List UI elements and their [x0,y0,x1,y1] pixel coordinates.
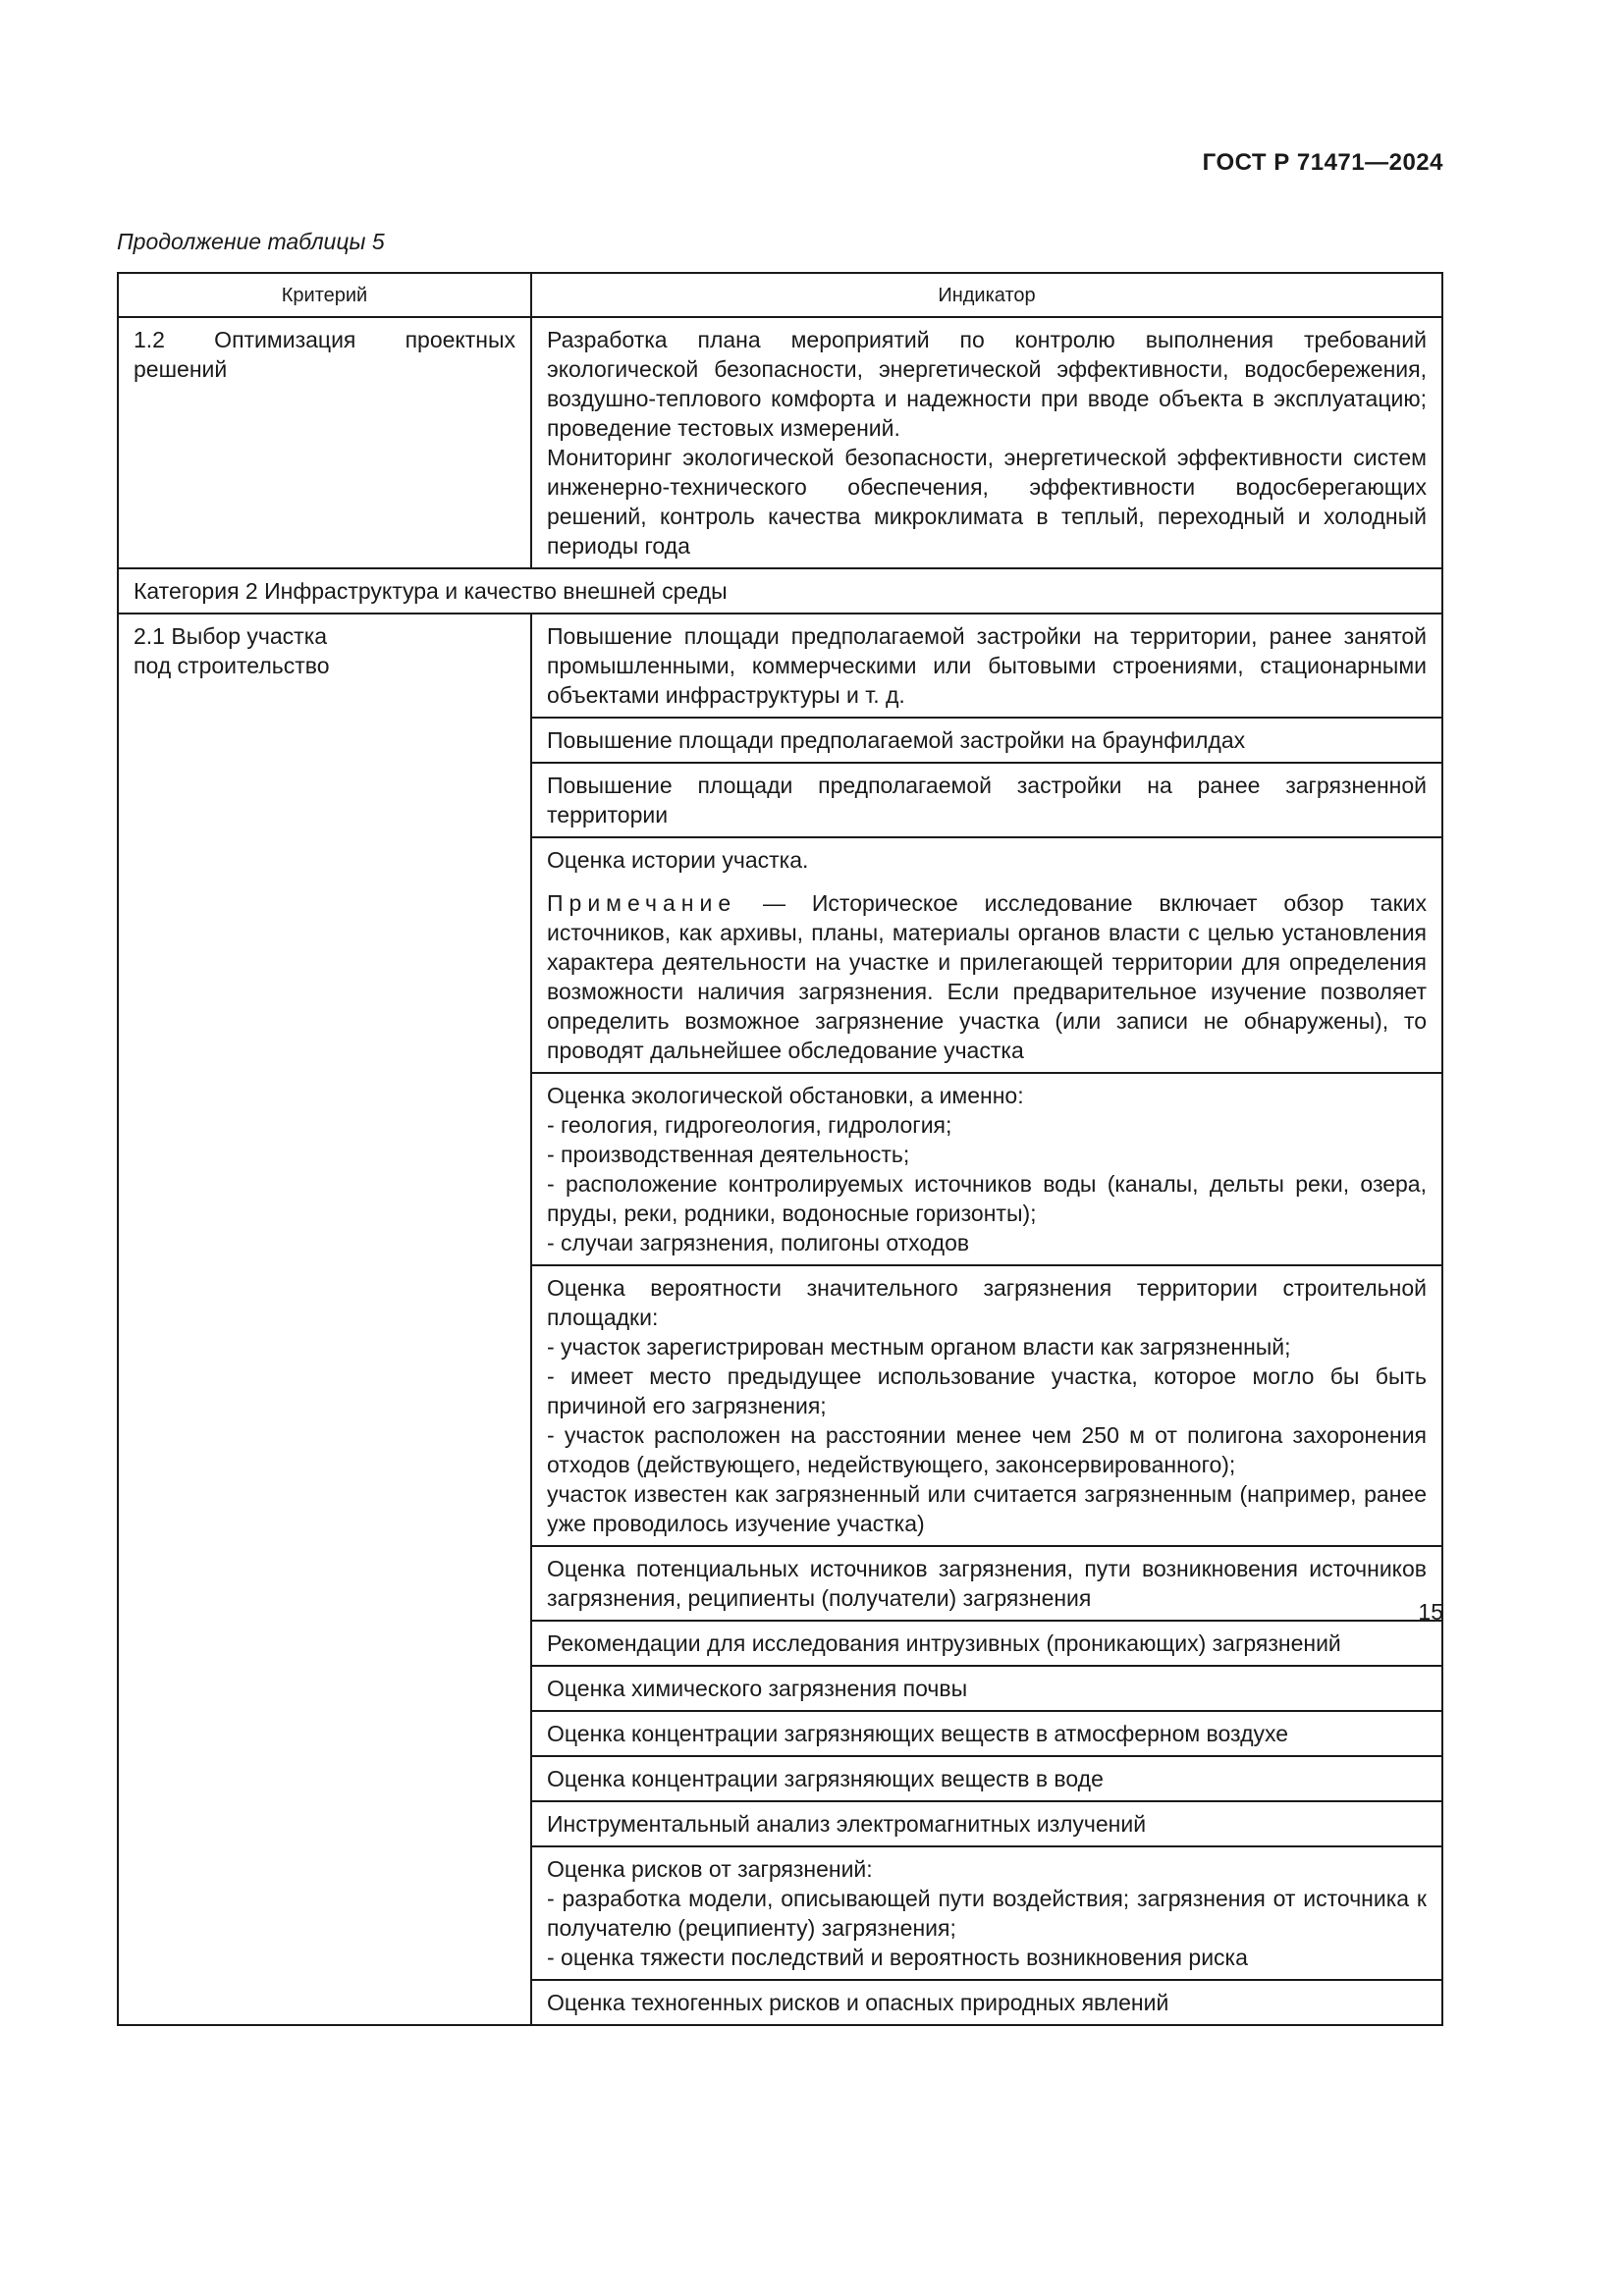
note-text [547,888,1427,1065]
list-item: - участок расположен на расстоянии менее чем 250 м от полигона захоронения отходов (действующего, недействующего, законсервированного); [547,1422,1427,1477]
list-item: - расположение контролируемых источников воды (каналы, дельты реки, озера, пруды, реки, родники, водоносные горизонты); [547,1171,1427,1226]
indicator-text: Разработка плана мероприятий по контролю выполнения требований экологической безопасности, энергетической эффективности, водосбережения, воздушно-теплового комфорта и надежности при вводе объекта в эксплуатацию; проведение тестовых измерений. [547,327,1427,441]
table-caption: Продолжение таблицы 5 [117,229,385,254]
indicator-cell: Оценка потенциальных источников загрязнения, пути возникновения источников загрязнения, реципиенты (получатели) загрязнения [531,1546,1442,1621]
indicator-cell [531,317,1442,568]
indicator-cell: Повышение площади предполагаемой застройки на ранее загрязненной территории [531,763,1442,837]
criterion-line: 2.1 Выбор участка [134,623,328,649]
indicator-text: Мониторинг экологической безопасности, энергетической эффективности систем инженерно-технического обеспечения, эффективности водосберегающих решений, контроль качества микроклимата в теплый, переходный и холодный периоды года [547,445,1427,559]
indicator-cell: Инструментальный анализ электромагнитных излучений [531,1801,1442,1846]
indicator-cell: Рекомендации для исследования интрузивных (проникающих) загрязнений [531,1621,1442,1666]
table-header-row [118,273,1442,317]
standard-designation: ГОСТ Р 71471—2024 [1202,149,1443,176]
indicator-cell: Оценка концентрации загрязняющих веществ в атмосферном воздухе [531,1711,1442,1756]
list-item: - геология, гидрогеология, гидрология; [547,1112,952,1138]
indicator-cell [531,1073,1442,1265]
list-item: - разработка модели, описывающей пути воздействия; загрязнения от источника к получателю (реципиенту) загрязнения; [547,1886,1427,1941]
indicator-cell [531,1846,1442,1980]
indicator-cell: Повышение площади предполагаемой застройки на браунфилдах [531,718,1442,763]
indicator-cell [531,1265,1442,1546]
indicator-cell: Оценка техногенных рисков и опасных природных явлений [531,1980,1442,2025]
list-item: - оценка тяжести последствий и вероятность возникновения риска [547,1945,1248,1970]
list-item: - производственная деятельность; [547,1142,910,1167]
criterion-cell: 1.2 Оптимизация проектных решений [118,317,531,568]
list-item: - случаи загрязнения, полигоны отходов [547,1230,970,1255]
header-criterion: Критерий [118,273,531,317]
table-row [118,317,1442,568]
indicator-text: Оценка рисков от загрязнений: [547,1856,873,1882]
header-indicator: Индикатор [531,273,1442,317]
note-body: — Историческое исследование включает обзор таких источников, как архивы, планы, материалы органов власти с целью установления характера деятельности на участке и прилегающей территории для определения возможности наличия загрязнения. Если предварительное изучение позволяет определить возможное загрязнение участка (или записи не обнаружены), то проводят дальнейшее обследование участка [547,890,1427,1063]
indicator-cell: Оценка химического загрязнения почвы [531,1666,1442,1711]
criterion-line: под строительство [134,653,330,678]
category-row [118,568,1442,614]
list-item: - участок зарегистрирован местным органом власти как загрязненный; [547,1334,1291,1360]
indicator-text: Оценка истории участка. [547,847,809,873]
indicator-cell [531,837,1442,1073]
page-number: 15 [1418,1599,1443,1625]
indicator-cell: Оценка концентрации загрязняющих веществ в воде [531,1756,1442,1801]
table-row [118,614,1442,718]
list-item: участок известен как загрязненный или считается загрязненным (например, ранее уже проводилось изучение участка) [547,1481,1427,1536]
category-title: Категория 2 Инфраструктура и качество внешней среды [118,568,1442,614]
indicator-cell: Повышение площади предполагаемой застройки на территории, ранее занятой промышленными, коммерческими или бытовыми строениями, стационарными объектами инфраструктуры и т. д. [531,614,1442,718]
criteria-table [117,272,1443,2026]
criterion-cell [118,614,531,2025]
indicator-text: Оценка экологической обстановки, а именно: [547,1083,1024,1108]
indicator-text: Оценка вероятности значительного загрязнения территории строительной площадки: [547,1275,1427,1330]
note-label: Примечание [547,890,737,916]
list-item: - имеет место предыдущее использование участка, которое могло бы быть причиной его загрязнения; [547,1363,1427,1418]
